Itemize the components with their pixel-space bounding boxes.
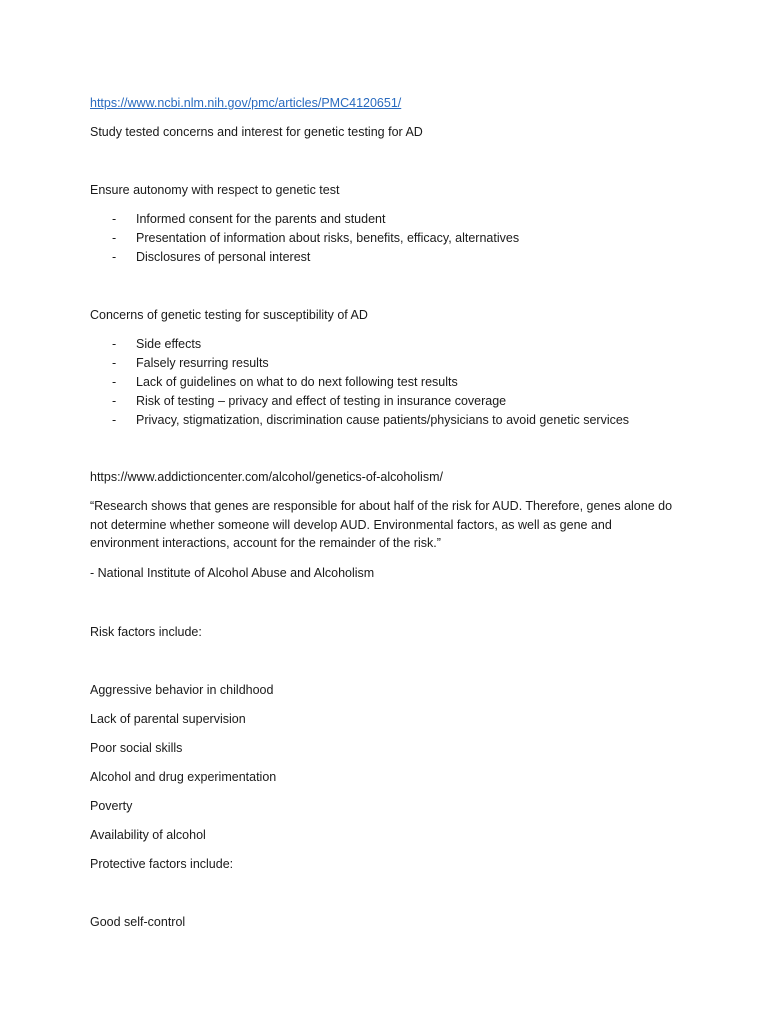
bullet-dash: -: [112, 212, 117, 226]
autonomy-item: Informed consent for the parents and student: [136, 212, 386, 226]
risk-factor-item: Poor social skills: [90, 741, 183, 755]
risk-factors-heading: Risk factors include:: [90, 625, 202, 639]
bullet-dash: -: [112, 231, 117, 245]
concerns-item: Falsely resurring results: [136, 356, 269, 370]
concerns-heading: Concerns of genetic testing for susceptibility of AD: [90, 308, 368, 322]
bullet-dash: -: [112, 375, 117, 389]
risk-factor-item: Lack of parental supervision: [90, 712, 246, 726]
ncbi-link[interactable]: https://www.ncbi.nlm.nih.gov/pmc/articles/PMC4120651/: [90, 96, 402, 110]
study-line: Study tested concerns and interest for genetic testing for AD: [90, 125, 423, 139]
autonomy-heading: Ensure autonomy with respect to genetic test: [90, 183, 340, 197]
autonomy-item: Presentation of information about risks, benefits, efficacy, alternatives: [136, 231, 520, 245]
autonomy-item: Disclosures of personal interest: [136, 250, 311, 264]
addiction-center-url: https://www.addictioncenter.com/alcohol/genetics-of-alcoholism/: [90, 470, 443, 484]
risk-factor-item: Aggressive behavior in childhood: [90, 683, 274, 697]
research-quote: “Research shows that genes are responsible for about half of the risk for AUD. Therefore, genes alone do not determine whether someone will develop AUD. Environmental factors, as well as gene and environment interactions, account for the remainder of the risk.”: [90, 499, 673, 550]
bullet-dash: -: [112, 337, 117, 351]
bullet-dash: -: [112, 413, 117, 427]
bullet-dash: -: [112, 356, 117, 370]
bullet-dash: -: [112, 394, 117, 408]
protective-factors-heading: Protective factors include:: [90, 857, 234, 871]
concerns-item: Privacy, stigmatization, discrimination cause patients/physicians to avoid genetic services: [136, 413, 630, 427]
quote-attribution: - National Institute of Alcohol Abuse and Alcoholism: [90, 566, 375, 580]
protective-factor-item: Good self-control: [90, 915, 186, 929]
concerns-item: Side effects: [136, 337, 202, 351]
risk-factor-item: Poverty: [90, 799, 133, 813]
bullet-dash: -: [112, 250, 117, 264]
risk-factor-item: Alcohol and drug experimentation: [90, 770, 277, 784]
risk-factor-item: Availability of alcohol: [90, 828, 206, 842]
concerns-item: Risk of testing – privacy and effect of testing in insurance coverage: [136, 394, 507, 408]
concerns-item: Lack of guidelines on what to do next following test results: [136, 375, 458, 389]
